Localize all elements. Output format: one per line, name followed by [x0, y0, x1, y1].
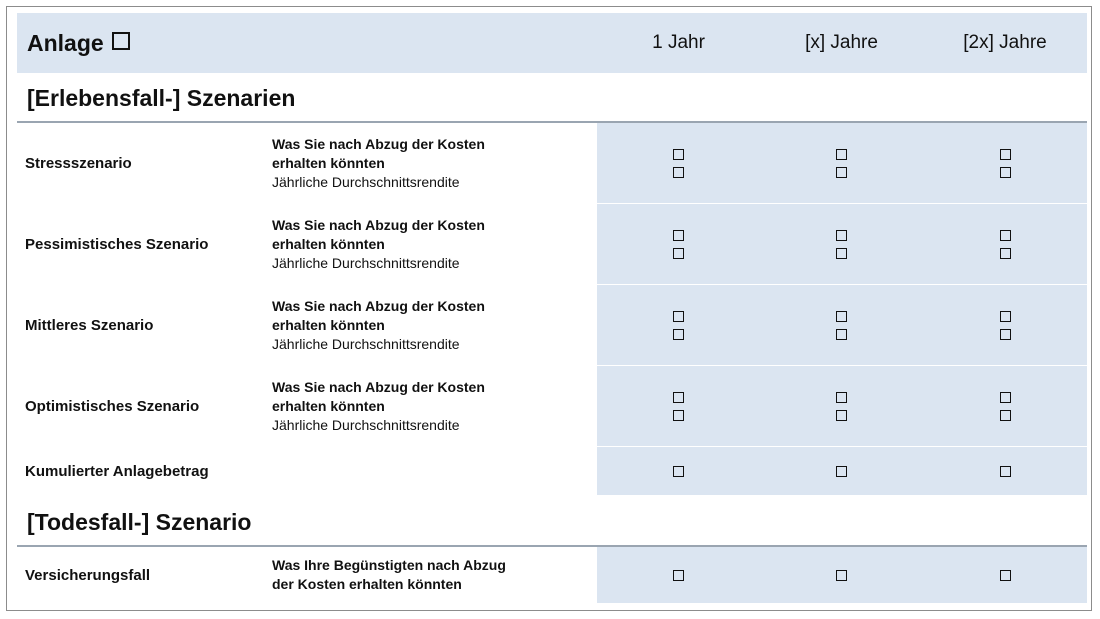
scenario-desc-line1: Was Sie nach Abzug der Kosten	[272, 216, 485, 233]
value-cell	[923, 447, 1087, 495]
value-cell	[760, 123, 923, 203]
value-cell	[923, 547, 1087, 603]
value-cell	[597, 366, 760, 446]
value-placeholder-icon	[673, 410, 684, 421]
value-placeholder-icon	[1000, 410, 1011, 421]
value-placeholder-icon	[1000, 329, 1011, 340]
value-placeholder-icon	[836, 329, 847, 340]
table-frame	[6, 6, 1092, 611]
value-cell	[923, 123, 1087, 203]
scenario-name: Stressszenario	[25, 154, 132, 172]
scenario-row	[7, 285, 1091, 365]
value-placeholder-icon	[1000, 311, 1011, 322]
value-cell	[597, 123, 760, 203]
value-cell	[923, 204, 1087, 284]
scenario-name: Mittleres Szenario	[25, 316, 154, 334]
column-header-2: [x] Jahre	[760, 13, 923, 73]
section-title-death: [Todesfall-] Szenario	[27, 508, 252, 535]
value-placeholder-icon	[1000, 167, 1011, 178]
scenario-desc-line3: Jährliche Durchschnittsrendite	[272, 173, 460, 190]
value-cell	[597, 204, 760, 284]
value-placeholder-icon	[836, 570, 847, 581]
value-placeholder-icon	[1000, 149, 1011, 160]
value-placeholder-icon	[673, 311, 684, 322]
scenario-row	[7, 123, 1091, 203]
column-header-3: [2x] Jahre	[923, 13, 1087, 73]
value-cell	[760, 204, 923, 284]
cumulative-row	[7, 447, 1091, 495]
value-cell	[760, 447, 923, 495]
scenario-desc-line2: erhalten könnten	[272, 154, 385, 171]
death-case-desc-line2: der Kosten erhalten könnten	[272, 576, 462, 592]
value-placeholder-icon	[673, 248, 684, 259]
value-placeholder-icon	[1000, 466, 1011, 477]
table-header	[7, 13, 1091, 73]
value-placeholder-icon	[836, 466, 847, 477]
value-placeholder-icon	[836, 167, 847, 178]
scenario-desc-line3: Jährliche Durchschnittsrendite	[272, 254, 460, 271]
value-placeholder-icon	[673, 230, 684, 241]
death-case-desc-line1: Was Ihre Begünstigten nach Abzug	[272, 557, 506, 573]
scenario-description	[272, 285, 597, 365]
scenario-row	[7, 204, 1091, 284]
value-placeholder-icon	[836, 410, 847, 421]
value-placeholder-icon	[1000, 570, 1011, 581]
value-placeholder-icon	[1000, 392, 1011, 403]
value-placeholder-icon	[673, 329, 684, 340]
scenario-row	[7, 366, 1091, 446]
value-placeholder-icon	[673, 392, 684, 403]
scenario-name: Optimistisches Szenario	[25, 397, 200, 415]
scenario-desc-line1: Was Sie nach Abzug der Kosten	[272, 297, 485, 314]
table-title	[17, 13, 597, 73]
death-case-row	[7, 547, 1091, 603]
death-case-name: Versicherungsfall	[25, 566, 151, 584]
value-placeholder-icon	[1000, 248, 1011, 259]
value-placeholder-icon	[1000, 230, 1011, 241]
table-title-text: Anlage	[27, 29, 104, 56]
scenario-name: Pessimistisches Szenario	[25, 235, 209, 253]
value-cell	[597, 447, 760, 495]
scenario-desc-line2: erhalten könnten	[272, 316, 385, 333]
cumulative-label: Kumulierter Anlagebetrag	[25, 462, 209, 480]
value-placeholder-icon	[673, 167, 684, 178]
value-cell	[760, 366, 923, 446]
scenario-desc-line3: Jährliche Durchschnittsrendite	[272, 335, 460, 352]
value-placeholder-icon	[673, 570, 684, 581]
scenario-desc-line1: Was Sie nach Abzug der Kosten	[272, 378, 485, 395]
placeholder-box-icon	[112, 32, 130, 50]
value-placeholder-icon	[673, 466, 684, 477]
value-placeholder-icon	[836, 230, 847, 241]
scenario-description	[272, 123, 597, 203]
scenario-desc-line1: Was Sie nach Abzug der Kosten	[272, 135, 485, 152]
value-placeholder-icon	[836, 392, 847, 403]
column-header-1: 1 Jahr	[597, 13, 760, 73]
section-title-survival: [Erlebensfall-] Szenarien	[27, 84, 296, 111]
value-cell	[597, 547, 760, 603]
value-cell	[760, 285, 923, 365]
value-cell	[923, 366, 1087, 446]
value-placeholder-icon	[836, 149, 847, 160]
scenario-desc-line3: Jährliche Durchschnittsrendite	[272, 416, 460, 433]
scenario-desc-line2: erhalten könnten	[272, 235, 385, 252]
scenario-description	[272, 366, 597, 446]
value-cell	[597, 285, 760, 365]
value-placeholder-icon	[836, 311, 847, 322]
value-cell	[760, 547, 923, 603]
death-case-description	[272, 547, 597, 603]
value-cell	[923, 285, 1087, 365]
scenario-description	[272, 204, 597, 284]
scenario-desc-line2: erhalten könnten	[272, 397, 385, 414]
value-placeholder-icon	[836, 248, 847, 259]
value-placeholder-icon	[673, 149, 684, 160]
